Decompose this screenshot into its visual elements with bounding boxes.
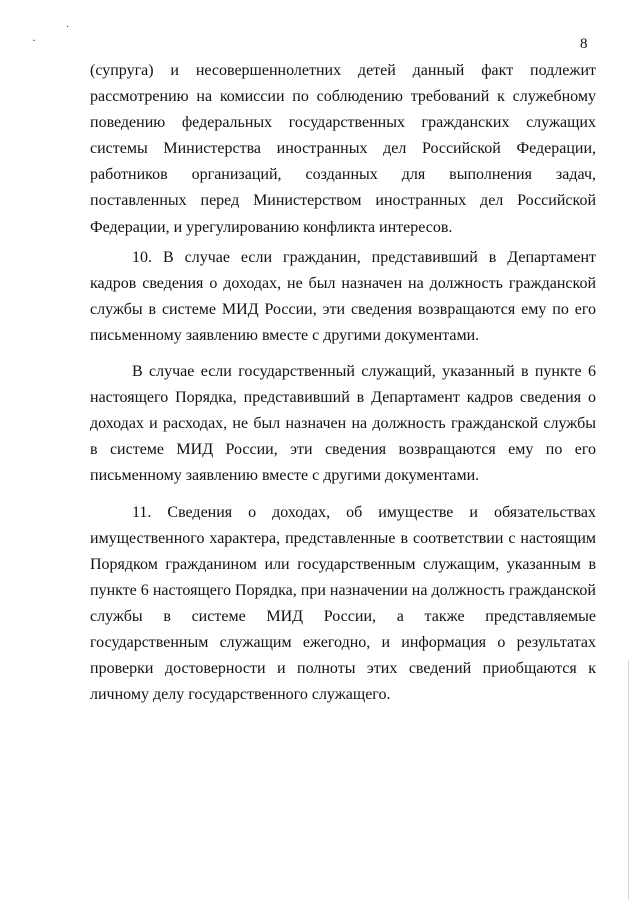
scan-edge xyxy=(628,660,629,900)
paragraph-continuation: (супруга) и несовершеннолетних детей данный факт подлежит рассмотрению на комиссии по соблюдению требований к служебному поведению федеральных государственных гражданских служащих системы Министерства иностранных дел Российской Федерации, работников организаций, созданных для выполнения задач, поставленных перед Министерством иностранных дел Российской Федерации, и урегулированию конфликта интересов. xyxy=(90,62,596,236)
paragraph-10-second: В случае если государственный служащий, указанный в пункте 6 настоящего Порядка, представивший в Департамент кадров сведения о доходах и расходах, не был назначен на должность гражданской службы в системе МИД России, эти сведения возвращаются ему по его письменному заявлению вместе с другими документами. xyxy=(90,363,596,485)
paragraph-10: 10. В случае если гражданин, представивший в Департамент кадров сведения о доходах, не был назначен на должность гражданской службы в системе МИД России, эти сведения возвращаются ему по его письменному заявлению вместе с другими документами. xyxy=(90,248,596,344)
scan-mark: · xyxy=(66,22,70,33)
page-number: 8 xyxy=(580,36,588,52)
paragraph-11: 11. Сведения о доходах, об имуществе и обязательствах имущественного характера, представленные в соответствии с настоящим Порядком гражданином или государственным служащим, указанным в пункте 6 настоящего Порядка, при назначении на должность гражданской службы в системе МИД России, а также представляемые государственным служащим ежегодно, и информация о результатах проверки достоверности и полноты этих сведений приобщаются к личному делу государственного служащего. xyxy=(90,503,596,704)
body-text xyxy=(90,58,596,708)
scan-mark: · xyxy=(32,33,36,47)
